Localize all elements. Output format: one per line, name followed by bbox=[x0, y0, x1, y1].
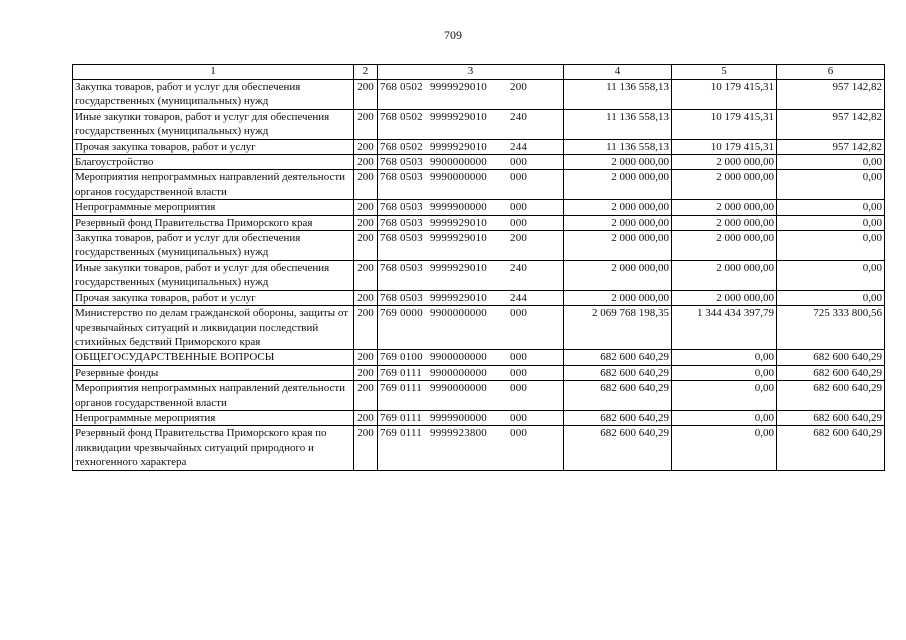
expense-type-code: 244 bbox=[510, 140, 528, 153]
row-col2: 200 bbox=[354, 200, 378, 215]
row-value-col4: 2 000 000,00 bbox=[564, 155, 672, 170]
row-classification-code bbox=[378, 306, 564, 350]
row-value-col6: 682 600 640,29 bbox=[777, 410, 885, 425]
section-code: 0111 bbox=[400, 382, 422, 395]
row-value-col4: 11 136 558,13 bbox=[564, 139, 672, 154]
row-value-col6: 957 142,82 bbox=[777, 80, 885, 110]
row-col2: 200 bbox=[354, 365, 378, 380]
table-row bbox=[73, 290, 885, 305]
section-code: 0502 bbox=[400, 140, 423, 153]
row-value-col5: 2 000 000,00 bbox=[672, 260, 777, 290]
row-name: Иные закупки товаров, работ и услуг для обеспечения государственных (муниципальных) нужд bbox=[73, 109, 354, 139]
row-name: Закупка товаров, работ и услуг для обеспечения государственных (муниципальных) нужд bbox=[73, 231, 354, 261]
row-name: Прочая закупка товаров, работ и услуг bbox=[73, 290, 354, 305]
target-code: 9990000000 bbox=[430, 171, 487, 184]
expense-type-code: 000 bbox=[510, 216, 528, 229]
row-value-col5: 10 179 415,31 bbox=[672, 139, 777, 154]
row-col2: 200 bbox=[354, 80, 378, 110]
table-row bbox=[73, 80, 885, 110]
section-code: 0503 bbox=[400, 216, 423, 229]
table-row bbox=[73, 215, 885, 230]
row-classification-code bbox=[378, 365, 564, 380]
ministry-code: 768 bbox=[380, 291, 398, 304]
row-value-col4: 682 600 640,29 bbox=[564, 381, 672, 411]
ministry-code: 768 bbox=[380, 216, 398, 229]
row-classification-code bbox=[378, 350, 564, 365]
table-row bbox=[73, 260, 885, 290]
table-row bbox=[73, 381, 885, 411]
ministry-code: 768 bbox=[380, 140, 398, 153]
row-name: Министерство по делам гражданской обороны, защиты от чрезвычайных ситуаций и ликвидации последствий стихийных бедствий Приморского края bbox=[73, 306, 354, 350]
section-code: 0503 bbox=[400, 156, 423, 169]
row-value-col4: 2 000 000,00 bbox=[564, 231, 672, 261]
expense-type-code: 240 bbox=[510, 261, 528, 274]
target-code: 9999900000 bbox=[430, 411, 487, 424]
row-value-col6: 957 142,82 bbox=[777, 139, 885, 154]
row-col2: 200 bbox=[354, 350, 378, 365]
ministry-code: 769 bbox=[380, 351, 398, 364]
row-value-col5: 10 179 415,31 bbox=[672, 109, 777, 139]
row-name: Резервный фонд Правительства Приморского края по ликвидации чрезвычайных ситуаций природного и техногенного характера bbox=[73, 426, 354, 470]
expense-type-code: 000 bbox=[510, 201, 528, 214]
expense-type-code: 000 bbox=[510, 366, 528, 379]
expense-type-code: 000 bbox=[510, 411, 528, 424]
header-col-6: 6 bbox=[777, 65, 885, 80]
row-name: Резервные фонды bbox=[73, 365, 354, 380]
row-col2: 200 bbox=[354, 109, 378, 139]
row-name: Мероприятия непрограммных направлений деятельности органов государственной власти bbox=[73, 381, 354, 411]
row-classification-code bbox=[378, 200, 564, 215]
row-value-col5: 2 000 000,00 bbox=[672, 290, 777, 305]
expense-type-code: 000 bbox=[510, 427, 528, 440]
section-code: 0111 bbox=[400, 427, 422, 440]
row-value-col4: 2 069 768 198,35 bbox=[564, 306, 672, 350]
row-classification-code bbox=[378, 155, 564, 170]
target-code: 9900000000 bbox=[430, 156, 487, 169]
section-code: 0502 bbox=[400, 81, 423, 93]
header-col-1: 1 bbox=[73, 65, 354, 80]
table-row bbox=[73, 155, 885, 170]
row-name: Непрограммные мероприятия bbox=[73, 410, 354, 425]
header-col-2: 2 bbox=[354, 65, 378, 80]
section-code: 0100 bbox=[400, 351, 423, 364]
ministry-code: 769 bbox=[380, 411, 398, 424]
table-row bbox=[73, 109, 885, 139]
table-row bbox=[73, 365, 885, 380]
ministry-code: 769 bbox=[380, 307, 398, 320]
expense-type-code: 244 bbox=[510, 291, 528, 304]
row-value-col4: 2 000 000,00 bbox=[564, 290, 672, 305]
target-code: 9999929010 bbox=[430, 261, 487, 274]
row-classification-code bbox=[378, 381, 564, 411]
row-classification-code bbox=[378, 410, 564, 425]
expense-type-code: 000 bbox=[510, 351, 528, 364]
row-classification-code bbox=[378, 260, 564, 290]
table-row bbox=[73, 170, 885, 200]
header-col-3: 3 bbox=[378, 65, 564, 80]
row-value-col6: 0,00 bbox=[777, 290, 885, 305]
ministry-code: 769 bbox=[380, 427, 398, 440]
row-col2: 200 bbox=[354, 139, 378, 154]
row-name: Закупка товаров, работ и услуг для обеспечения государственных (муниципальных) нужд bbox=[73, 80, 354, 110]
target-code: 9999929010 bbox=[430, 216, 487, 229]
ministry-code: 769 bbox=[380, 382, 398, 395]
target-code: 9999929010 bbox=[430, 232, 487, 245]
row-classification-code bbox=[378, 215, 564, 230]
row-value-col6: 0,00 bbox=[777, 170, 885, 200]
row-value-col6: 682 600 640,29 bbox=[777, 381, 885, 411]
row-col2: 200 bbox=[354, 381, 378, 411]
page-number: 709 bbox=[444, 28, 462, 42]
row-value-col6: 957 142,82 bbox=[777, 109, 885, 139]
row-value-col5: 0,00 bbox=[672, 365, 777, 380]
row-name: Прочая закупка товаров, работ и услуг bbox=[73, 139, 354, 154]
section-code: 0502 bbox=[400, 110, 423, 123]
row-value-col5: 2 000 000,00 bbox=[672, 170, 777, 200]
target-code: 9900000000 bbox=[430, 351, 487, 364]
header-col-4: 4 bbox=[564, 65, 672, 80]
row-value-col5: 2 000 000,00 bbox=[672, 200, 777, 215]
target-code: 9999923800 bbox=[430, 427, 487, 440]
row-value-col6: 0,00 bbox=[777, 200, 885, 215]
row-col2: 200 bbox=[354, 170, 378, 200]
row-value-col4: 11 136 558,13 bbox=[564, 80, 672, 110]
section-code: 0503 bbox=[400, 171, 423, 184]
row-classification-code bbox=[378, 170, 564, 200]
row-col2: 200 bbox=[354, 155, 378, 170]
expense-type-code: 200 bbox=[510, 81, 528, 93]
section-code: 0503 bbox=[400, 261, 423, 274]
section-code: 0111 bbox=[400, 366, 422, 379]
ministry-code: 768 bbox=[380, 201, 398, 214]
row-value-col6: 682 600 640,29 bbox=[777, 350, 885, 365]
row-value-col6: 0,00 bbox=[777, 260, 885, 290]
row-name: Благоустройство bbox=[73, 155, 354, 170]
expense-type-code: 000 bbox=[510, 307, 528, 320]
row-value-col5: 0,00 bbox=[672, 381, 777, 411]
row-value-col4: 2 000 000,00 bbox=[564, 170, 672, 200]
row-col2: 200 bbox=[354, 306, 378, 350]
table-row bbox=[73, 350, 885, 365]
ministry-code: 768 bbox=[380, 156, 398, 169]
section-code: 0000 bbox=[400, 307, 423, 320]
ministry-code: 768 bbox=[380, 171, 398, 184]
section-code: 0503 bbox=[400, 201, 423, 214]
row-value-col5: 0,00 bbox=[672, 410, 777, 425]
row-value-col4: 11 136 558,13 bbox=[564, 109, 672, 139]
row-value-col5: 0,00 bbox=[672, 426, 777, 470]
target-code: 9999929010 bbox=[430, 140, 487, 153]
expense-type-code: 000 bbox=[510, 156, 528, 169]
budget-table bbox=[72, 64, 885, 471]
table-row bbox=[73, 306, 885, 350]
row-value-col6: 0,00 bbox=[777, 215, 885, 230]
expense-type-code: 240 bbox=[510, 110, 528, 123]
row-value-col4: 2 000 000,00 bbox=[564, 260, 672, 290]
header-row bbox=[73, 65, 885, 80]
target-code: 9999900000 bbox=[430, 201, 487, 214]
row-value-col4: 682 600 640,29 bbox=[564, 410, 672, 425]
row-col2: 200 bbox=[354, 231, 378, 261]
row-value-col4: 682 600 640,29 bbox=[564, 365, 672, 380]
table-row bbox=[73, 410, 885, 425]
row-value-col4: 2 000 000,00 bbox=[564, 200, 672, 215]
row-value-col6: 0,00 bbox=[777, 231, 885, 261]
row-name: Резервный фонд Правительства Приморского края bbox=[73, 215, 354, 230]
section-code: 0111 bbox=[400, 411, 422, 424]
target-code: 9900000000 bbox=[430, 307, 487, 320]
ministry-code: 768 bbox=[380, 261, 398, 274]
table-row bbox=[73, 139, 885, 154]
row-value-col5: 0,00 bbox=[672, 350, 777, 365]
row-value-col6: 682 600 640,29 bbox=[777, 365, 885, 380]
table-row bbox=[73, 200, 885, 215]
row-value-col4: 682 600 640,29 bbox=[564, 350, 672, 365]
section-code: 0503 bbox=[400, 232, 423, 245]
table-row bbox=[73, 231, 885, 261]
row-value-col5: 10 179 415,31 bbox=[672, 80, 777, 110]
row-value-col5: 2 000 000,00 bbox=[672, 155, 777, 170]
row-classification-code bbox=[378, 290, 564, 305]
row-classification-code bbox=[378, 109, 564, 139]
expense-type-code: 200 bbox=[510, 232, 528, 245]
expense-type-code: 000 bbox=[510, 382, 528, 395]
ministry-code: 768 bbox=[380, 110, 398, 123]
row-name: Мероприятия непрограммных направлений деятельности органов государственной власти bbox=[73, 170, 354, 200]
row-classification-code bbox=[378, 139, 564, 154]
row-value-col5: 2 000 000,00 bbox=[672, 231, 777, 261]
row-name: Непрограммные мероприятия bbox=[73, 200, 354, 215]
row-name: ОБЩЕГОСУДАРСТВЕННЫЕ ВОПРОСЫ bbox=[73, 350, 354, 365]
row-value-col4: 682 600 640,29 bbox=[564, 426, 672, 470]
row-classification-code bbox=[378, 80, 564, 110]
target-code: 9999929010 bbox=[430, 81, 487, 93]
row-col2: 200 bbox=[354, 410, 378, 425]
header-col-5: 5 bbox=[672, 65, 777, 80]
row-value-col6: 0,00 bbox=[777, 155, 885, 170]
target-code: 9990000000 bbox=[430, 382, 487, 395]
row-col2: 200 bbox=[354, 260, 378, 290]
target-code: 9900000000 bbox=[430, 366, 487, 379]
row-classification-code bbox=[378, 231, 564, 261]
row-classification-code bbox=[378, 426, 564, 470]
target-code: 9999929010 bbox=[430, 110, 487, 123]
row-value-col5: 2 000 000,00 bbox=[672, 215, 777, 230]
section-code: 0503 bbox=[400, 291, 423, 304]
ministry-code: 769 bbox=[380, 366, 398, 379]
row-col2: 200 bbox=[354, 426, 378, 470]
table-row bbox=[73, 426, 885, 470]
ministry-code: 768 bbox=[380, 81, 398, 93]
table-body bbox=[73, 80, 885, 471]
row-value-col6: 725 333 800,56 bbox=[777, 306, 885, 350]
ministry-code: 768 bbox=[380, 232, 398, 245]
row-value-col6: 682 600 640,29 bbox=[777, 426, 885, 470]
expense-type-code: 000 bbox=[510, 171, 528, 184]
row-value-col5: 1 344 434 397,79 bbox=[672, 306, 777, 350]
row-col2: 200 bbox=[354, 215, 378, 230]
row-col2: 200 bbox=[354, 290, 378, 305]
row-value-col4: 2 000 000,00 bbox=[564, 215, 672, 230]
target-code: 9999929010 bbox=[430, 291, 487, 304]
row-name: Иные закупки товаров, работ и услуг для обеспечения государственных (муниципальных) нужд bbox=[73, 260, 354, 290]
